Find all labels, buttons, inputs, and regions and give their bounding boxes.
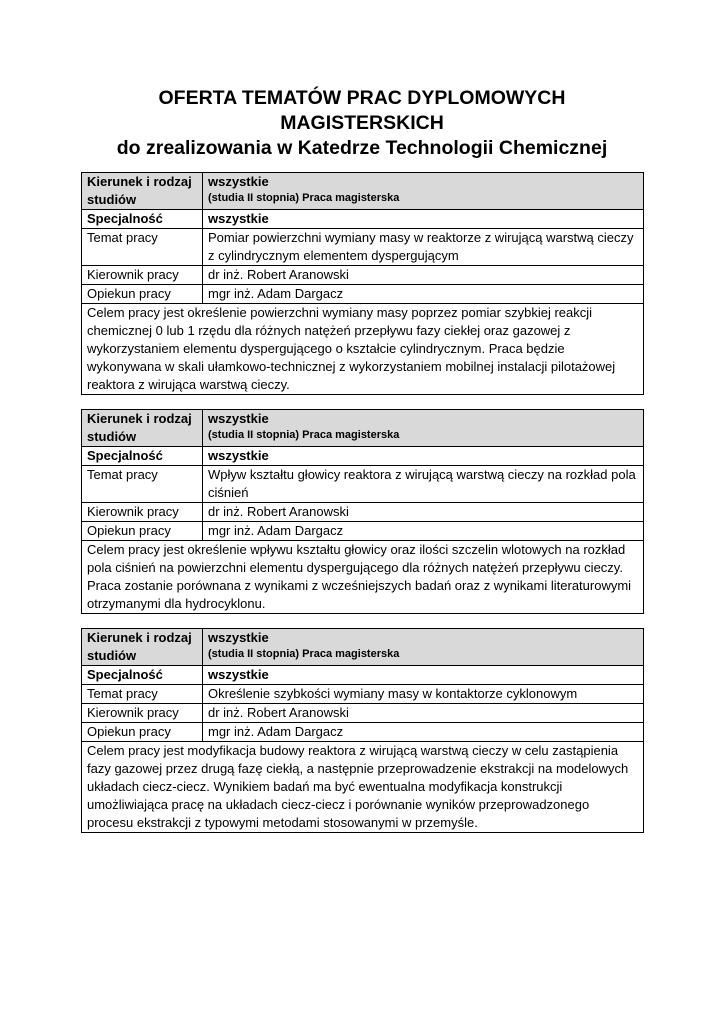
value-opiekun: mgr inż. Adam Dargacz: [203, 285, 644, 304]
label-opiekun: Opiekun pracy: [82, 285, 203, 304]
row-kierownik: [82, 704, 644, 723]
row-opis: [82, 742, 644, 833]
row-specjalnosc: [82, 447, 644, 466]
row-temat: [82, 466, 644, 503]
row-opis: [82, 541, 644, 614]
row-kierunek: [82, 173, 644, 210]
value-rodzaj: (studia II stopnia) Praca magisterska: [208, 429, 400, 441]
label-kierunek: Kierunek i rodzaj studiów: [82, 410, 203, 447]
row-opis: [82, 304, 644, 395]
label-kierunek: Kierunek i rodzaj studiów: [82, 629, 203, 666]
title-line-1: OFERTA TEMATÓW PRAC DYPLOMOWYCH: [158, 87, 566, 109]
row-kierunek: [82, 629, 644, 666]
label-kierownik: Kierownik pracy: [82, 266, 203, 285]
row-temat: [82, 229, 644, 266]
topic-description: Celem pracy jest określenie wpływu kształtu głowicy oraz ilości szczelin wlotowych na rozkład pola ciśnień na powierzchni elementu dyspergującego dla różnych natężeń przepływu cieczy. Praca zostanie porównana z wynikami z wcześniejszych badań oraz z wynikami literaturowymi otrzymanymi dla hydrocyklonu.: [82, 541, 644, 614]
label-kierunek: Kierunek i rodzaj studiów: [82, 173, 203, 210]
value-kierownik: dr inż. Robert Aranowski: [203, 266, 644, 285]
value-rodzaj: (studia II stopnia) Praca magisterska: [208, 648, 400, 660]
label-kierownik: Kierownik pracy: [82, 704, 203, 723]
value-temat: Pomiar powierzchni wymiany masy w reaktorze z wirującą warstwą cieczy z cylindrycznym elementem dyspergującym: [203, 229, 644, 266]
topic-table-1: [81, 172, 644, 395]
value-opiekun: mgr inż. Adam Dargacz: [203, 522, 644, 541]
row-kierownik: [82, 503, 644, 522]
topic-description: Celem pracy jest modyfikacja budowy reaktora z wirującą warstwą cieczy w celu zastąpienia fazy gazowej przez drugą fazę ciekłą, a następnie przeprowadzenie ekstrakcji na modelowych układach ciecz-ciecz. Wynikiem badań ma być ewentualna modyfikacja konstrukcji umożliwiająca pracę na układach ciecz-ciecz i porównanie wyników przeprowadzonego procesu ekstrakcji z typowymi metodami stosowanymi w przemyśle.: [82, 742, 644, 833]
label-temat: Temat pracy: [82, 229, 203, 266]
value-opiekun: mgr inż. Adam Dargacz: [203, 723, 644, 742]
row-opiekun: [82, 723, 644, 742]
label-temat: Temat pracy: [82, 466, 203, 503]
row-specjalnosc: [82, 210, 644, 229]
label-opiekun: Opiekun pracy: [82, 723, 203, 742]
row-kierownik: [82, 266, 644, 285]
value-rodzaj: (studia II stopnia) Praca magisterska: [208, 192, 400, 204]
title-line-2: MAGISTERSKICH: [280, 112, 444, 134]
label-specjalnosc: Specjalność: [82, 666, 203, 685]
label-specjalnosc: Specjalność: [82, 210, 203, 229]
value-kierunek: wszystkie (studia II stopnia) Praca magisterska: [203, 410, 644, 447]
value-kierownik: dr inż. Robert Aranowski: [203, 704, 644, 723]
topic-table-3: [81, 628, 644, 833]
document-title: [60, 86, 664, 161]
title-line-3: do zrealizowania w Katedrze Technologii Chemicznej: [116, 137, 608, 159]
value-temat: Wpływ kształtu głowicy reaktora z wirującą warstwą cieczy na rozkład pola ciśnień: [203, 466, 644, 503]
value-kierunek: wszystkie (studia II stopnia) Praca magisterska: [203, 629, 644, 666]
row-opiekun: [82, 522, 644, 541]
row-kierunek: [82, 410, 644, 447]
row-specjalnosc: [82, 666, 644, 685]
value-kierownik: dr inż. Robert Aranowski: [203, 503, 644, 522]
row-temat: [82, 685, 644, 704]
label-specjalnosc: Specjalność: [82, 447, 203, 466]
value-temat: Określenie szybkości wymiany masy w kontaktorze cyklonowym: [203, 685, 644, 704]
label-opiekun: Opiekun pracy: [82, 522, 203, 541]
value-specjalnosc: wszystkie: [203, 210, 644, 229]
topic-description: Celem pracy jest określenie powierzchni wymiany masy poprzez pomiar szybkiej reakcji chemicznej 0 lub 1 rzędu dla różnych natężeń przepływu fazy ciekłej oraz gazowej z wykorzystaniem elementu dyspergującego o kształcie cylindrycznym. Praca będzie wykonywana w skali ułamkowo-technicznej z wykorzystaniem mobilnej instalacji pilotażowej reaktora z wirująca warstwą cieczy.: [82, 304, 644, 395]
value-specjalnosc: wszystkie: [203, 447, 644, 466]
label-temat: Temat pracy: [82, 685, 203, 704]
label-kierownik: Kierownik pracy: [82, 503, 203, 522]
value-kierunek: wszystkie (studia II stopnia) Praca magisterska: [203, 173, 644, 210]
topic-table-2: [81, 409, 644, 614]
row-opiekun: [82, 285, 644, 304]
value-specjalnosc: wszystkie: [203, 666, 644, 685]
